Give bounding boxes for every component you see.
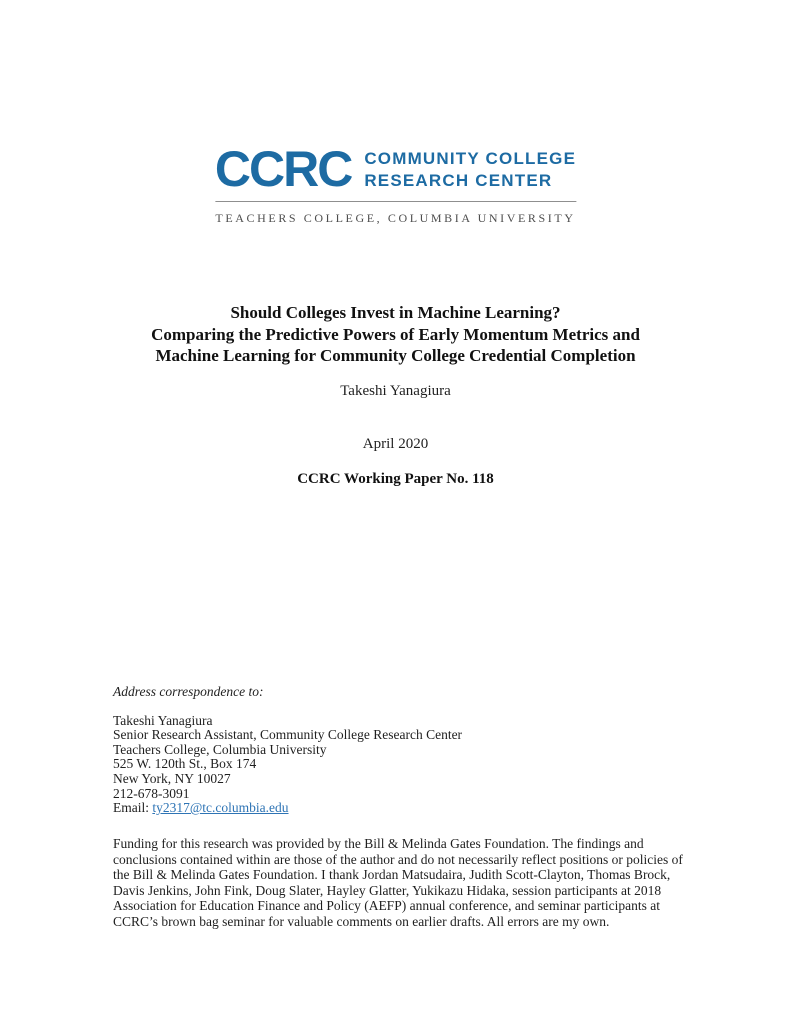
ccrc-logo-name-line1: COMMUNITY COLLEGE <box>364 149 577 168</box>
paper-title-line: Machine Learning for Community College Credential Completion <box>155 346 636 365</box>
ccrc-logo-name <box>364 146 576 192</box>
correspondence-line: 212-678-3091 <box>113 785 190 801</box>
correspondence-line: Takeshi Yanagiura <box>113 712 213 728</box>
funding-note-line: the Bill & Melinda Gates Foundation. I thank Jordan Matsudaira, Judith Scott-Clayton, Thomas Brock, <box>113 867 671 883</box>
funding-note-line: conclusions contained within are those of the author and do not necessarily reflect positions or policies of <box>113 851 683 867</box>
logo-divider <box>215 201 576 202</box>
correspondence-line: Senior Research Assistant, Community College Research Center <box>113 727 463 743</box>
correspondence-line: 525 W. 120th St., Box 174 <box>113 756 257 772</box>
ccrc-logo <box>214 141 577 226</box>
paper-title-line: Should Colleges Invest in Machine Learning? <box>230 303 561 322</box>
funding-note-line: Funding for this research was provided by the Bill & Melinda Gates Foundation. The findings and <box>113 836 644 851</box>
ccrc-logo-row <box>214 141 577 197</box>
ccrc-logo-acronym: CCRC <box>214 141 352 197</box>
logo-institution: TEACHERS COLLEGE, COLUMBIA UNIVERSITY <box>215 211 576 225</box>
publication-date: April 2020 <box>362 436 429 452</box>
correspondence-heading: Address correspondence to: <box>113 684 264 699</box>
email-link[interactable]: ty2317@tc.columbia.edu <box>152 800 289 816</box>
correspondence-line: New York, NY 10027 <box>113 770 231 786</box>
author-name: Takeshi Yanagiura <box>340 383 451 399</box>
funding-note-line: CCRC’s brown bag seminar for valuable comments on earlier drafts. All errors are my own. <box>113 913 610 929</box>
paper-title-line: Comparing the Predictive Powers of Early Momentum Metrics and <box>151 324 640 344</box>
paper-number: CCRC Working Paper No. 118 <box>297 471 494 487</box>
funding-note <box>113 836 698 930</box>
funding-note-line: Davis Jenkins, John Fink, Doug Slater, Hayley Glatter, Yukikazu Hidaka, session participants at 2018 <box>113 882 662 898</box>
correspondence-line: Teachers College, Columbia University <box>113 741 327 757</box>
ccrc-logo-name-line2: RESEARCH CENTER <box>364 171 553 190</box>
email-line <box>113 801 462 816</box>
email-label: Email: <box>113 800 149 816</box>
funding-note-line: Association for Education Finance and Policy (AEFP) annual conference, and seminar participants at <box>113 898 660 914</box>
correspondence-block <box>113 685 462 816</box>
paper-title <box>0 302 791 367</box>
